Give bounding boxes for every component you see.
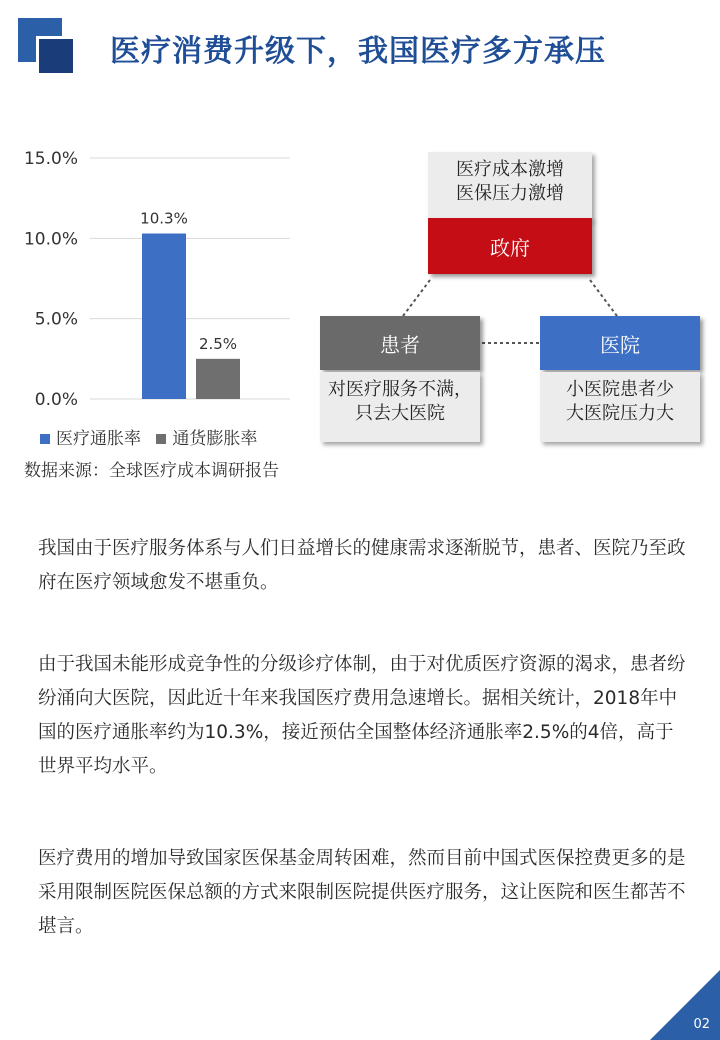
legend-label-inflation: 通货膨胀率 [172,429,258,449]
paragraph-1: 我国由于医疗服务体系与人们日益增长的健康需求逐渐脱节，患者、医院乃至政府在医疗领域愈发不堪重负。 [38,538,686,593]
government-note-line1: 医疗成本激增 [456,159,564,180]
government-label: 政府 [490,235,530,260]
legend-swatch-inflation [156,434,166,444]
bar-value-label: 10.3% [140,209,188,228]
y-tick-label: 15.0% [23,149,78,169]
bar [196,359,240,399]
connector-government-hospital [590,280,620,320]
government-box [428,218,592,274]
chart-legend [40,424,267,449]
hospital-label: 医院 [600,332,640,357]
government-note [428,152,592,220]
hospital-box [540,316,700,370]
patient-box [320,316,480,370]
legend-item-medical [40,424,141,449]
data-source-note: 数据来源：全球医疗成本调研报告 [24,461,279,481]
government-note-line2: 医保压力激增 [456,183,564,204]
patient-note-line1: 对医疗服务不满， [328,379,472,400]
legend-label-medical: 医疗通胀率 [56,429,141,449]
legend-item-inflation [156,424,257,449]
page-title: 医疗消费升级下，我国医疗多方承压 [110,34,606,69]
hospital-note [540,372,700,442]
page-number: 02 [693,1017,710,1032]
logo-mark [18,18,80,76]
hospital-note-line1: 小医院患者少 [566,379,674,400]
patient-label: 患者 [380,332,420,357]
patient-note-line2: 只去大医院 [355,403,445,424]
paragraph-3: 医疗费用的增加导致国家医保基金周转困难，然而目前中国式医保控费更多的是采用限制医院医保总额的方式来限制医院提供医疗服务，这让医院和医生都苦不堪言。 [38,848,686,937]
bar [142,234,186,399]
paragraph-2: 由于我国未能形成竞争性的分级诊疗体制，由于对优质医疗资源的渴求，患者纷纷涌向大医院，因此近十年来我国医疗费用急速增长。据相关统计，2018年中国的医疗通胀率约为10.3%，接近预估全国整体经济通胀率2.5%的4倍，高于世界平均水平。 [38,654,686,777]
legend-swatch-medical [40,434,50,444]
patient-note [320,372,480,442]
bar-value-label: 2.5% [198,334,238,353]
bar-chart [0,140,300,420]
connector-government-patient [400,280,430,320]
hospital-note-line2: 大医院压力大 [566,403,674,424]
stakeholder-diagram [300,140,720,460]
y-tick-label: 0.0% [34,390,78,410]
y-tick-label: 5.0% [34,309,78,330]
y-tick-label: 10.0% [23,229,78,250]
